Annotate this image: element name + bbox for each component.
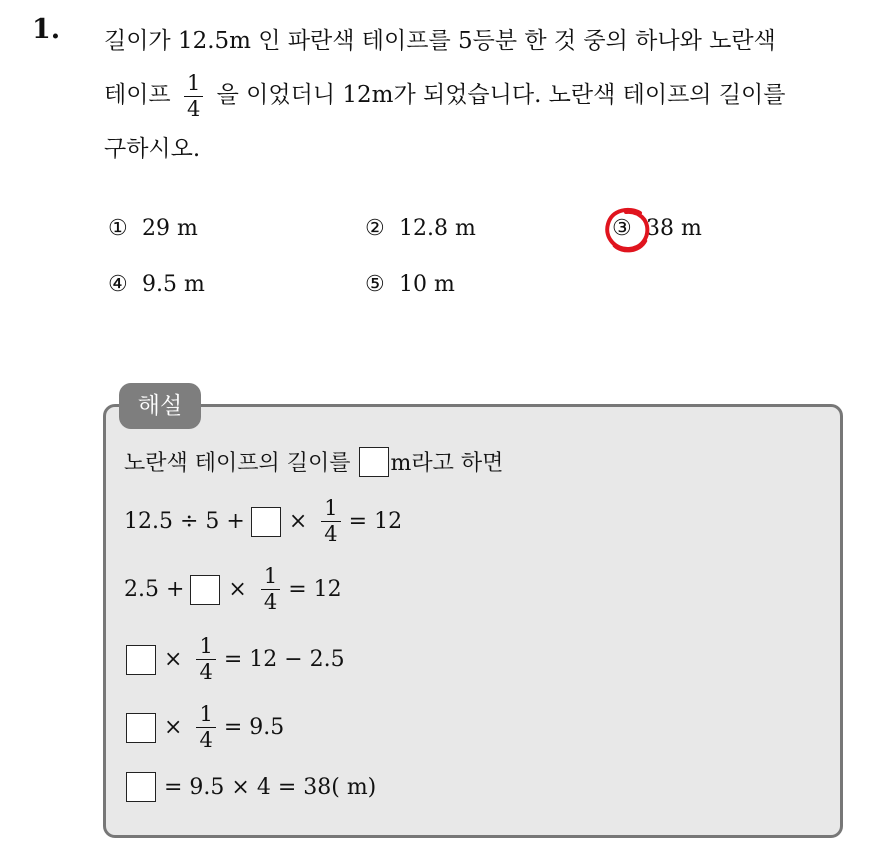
fraction-numerator: 1: [261, 566, 280, 590]
choice-5-mark: ⑤: [365, 272, 385, 297]
solution-eq-5: [124, 772, 376, 802]
eq1-fraction: [321, 498, 340, 545]
fraction-numerator: 1: [196, 704, 215, 728]
choice-4-mark: ④: [108, 272, 128, 297]
solution-tab: 해설: [119, 383, 201, 429]
eq5-right: = 9.5 × 4 = 38( m): [164, 774, 377, 800]
eq2-fraction: [261, 566, 280, 613]
fraction-denominator: 4: [199, 660, 213, 684]
fraction-numerator: 1: [321, 498, 340, 522]
choice-1-mark: ①: [108, 216, 128, 241]
blank-box: [251, 507, 281, 537]
eq4-right: = 9.5: [223, 715, 285, 740]
question-fraction: [184, 70, 203, 121]
eq3-fraction: [196, 636, 215, 683]
choice-2[interactable]: [365, 216, 476, 241]
solution-eq-2: [124, 566, 342, 613]
question-line-2-rest: 을 이었더니 12m가 되었습니다. 노란색 테이프의 길이를: [216, 82, 786, 108]
solution-intro-after: m라고 하면: [390, 451, 504, 476]
question-text: [104, 14, 864, 176]
eq2-right: = 12: [288, 577, 342, 602]
choice-3-mark: ③: [612, 216, 632, 241]
solution-intro-before: 노란색 테이프의 길이를: [124, 451, 351, 476]
choice-4-text: 9.5 m: [142, 272, 205, 297]
fraction-denominator: 4: [324, 522, 338, 546]
question-line-1: 길이가 12.5m 인 파란색 테이프를 5등분 한 것 중의 하나와 노란색: [104, 28, 776, 54]
choice-2-text: 12.8 m: [399, 216, 476, 241]
choice-5[interactable]: [365, 272, 455, 297]
times-sign: ×: [164, 647, 183, 672]
times-sign: ×: [288, 509, 308, 534]
eq2-left: 2.5 +: [124, 577, 185, 602]
question-line-2: [104, 68, 864, 122]
choice-1[interactable]: [108, 216, 198, 241]
eq4-fraction: [196, 704, 215, 751]
eq3-right: = 12 − 2.5: [223, 647, 345, 672]
eq1-right: = 12: [348, 509, 403, 534]
choice-1-text: 29 m: [142, 216, 198, 241]
fraction-denominator: 4: [263, 590, 278, 614]
eq1-left: 12.5 ÷ 5 +: [124, 509, 245, 534]
blank-box: [126, 713, 156, 743]
blank-box: [359, 447, 389, 477]
choice-2-mark: ②: [365, 216, 385, 241]
times-sign: ×: [164, 715, 183, 740]
fraction-denominator: 4: [199, 728, 213, 752]
choice-4[interactable]: [108, 272, 205, 297]
fraction-numerator: 1: [184, 73, 203, 97]
question-line-3: 구하시오.: [104, 136, 201, 162]
question-number: 1.: [32, 14, 61, 45]
blank-box: [126, 772, 156, 802]
answer-circle-annotation: [602, 204, 652, 256]
solution-eq-1: [124, 498, 402, 545]
solution-intro: [124, 446, 503, 477]
fraction-numerator: 1: [196, 636, 215, 660]
solution-eq-4: [124, 704, 284, 751]
solution-eq-3: [124, 636, 345, 683]
choice-5-text: 10 m: [399, 272, 455, 297]
times-sign: ×: [228, 577, 247, 602]
blank-box: [126, 645, 156, 675]
choice-3-text: 38 m: [646, 216, 702, 241]
question-line-2-prefix: 테이프: [104, 82, 171, 108]
blank-box: [190, 575, 220, 605]
fraction-denominator: 4: [186, 96, 201, 121]
